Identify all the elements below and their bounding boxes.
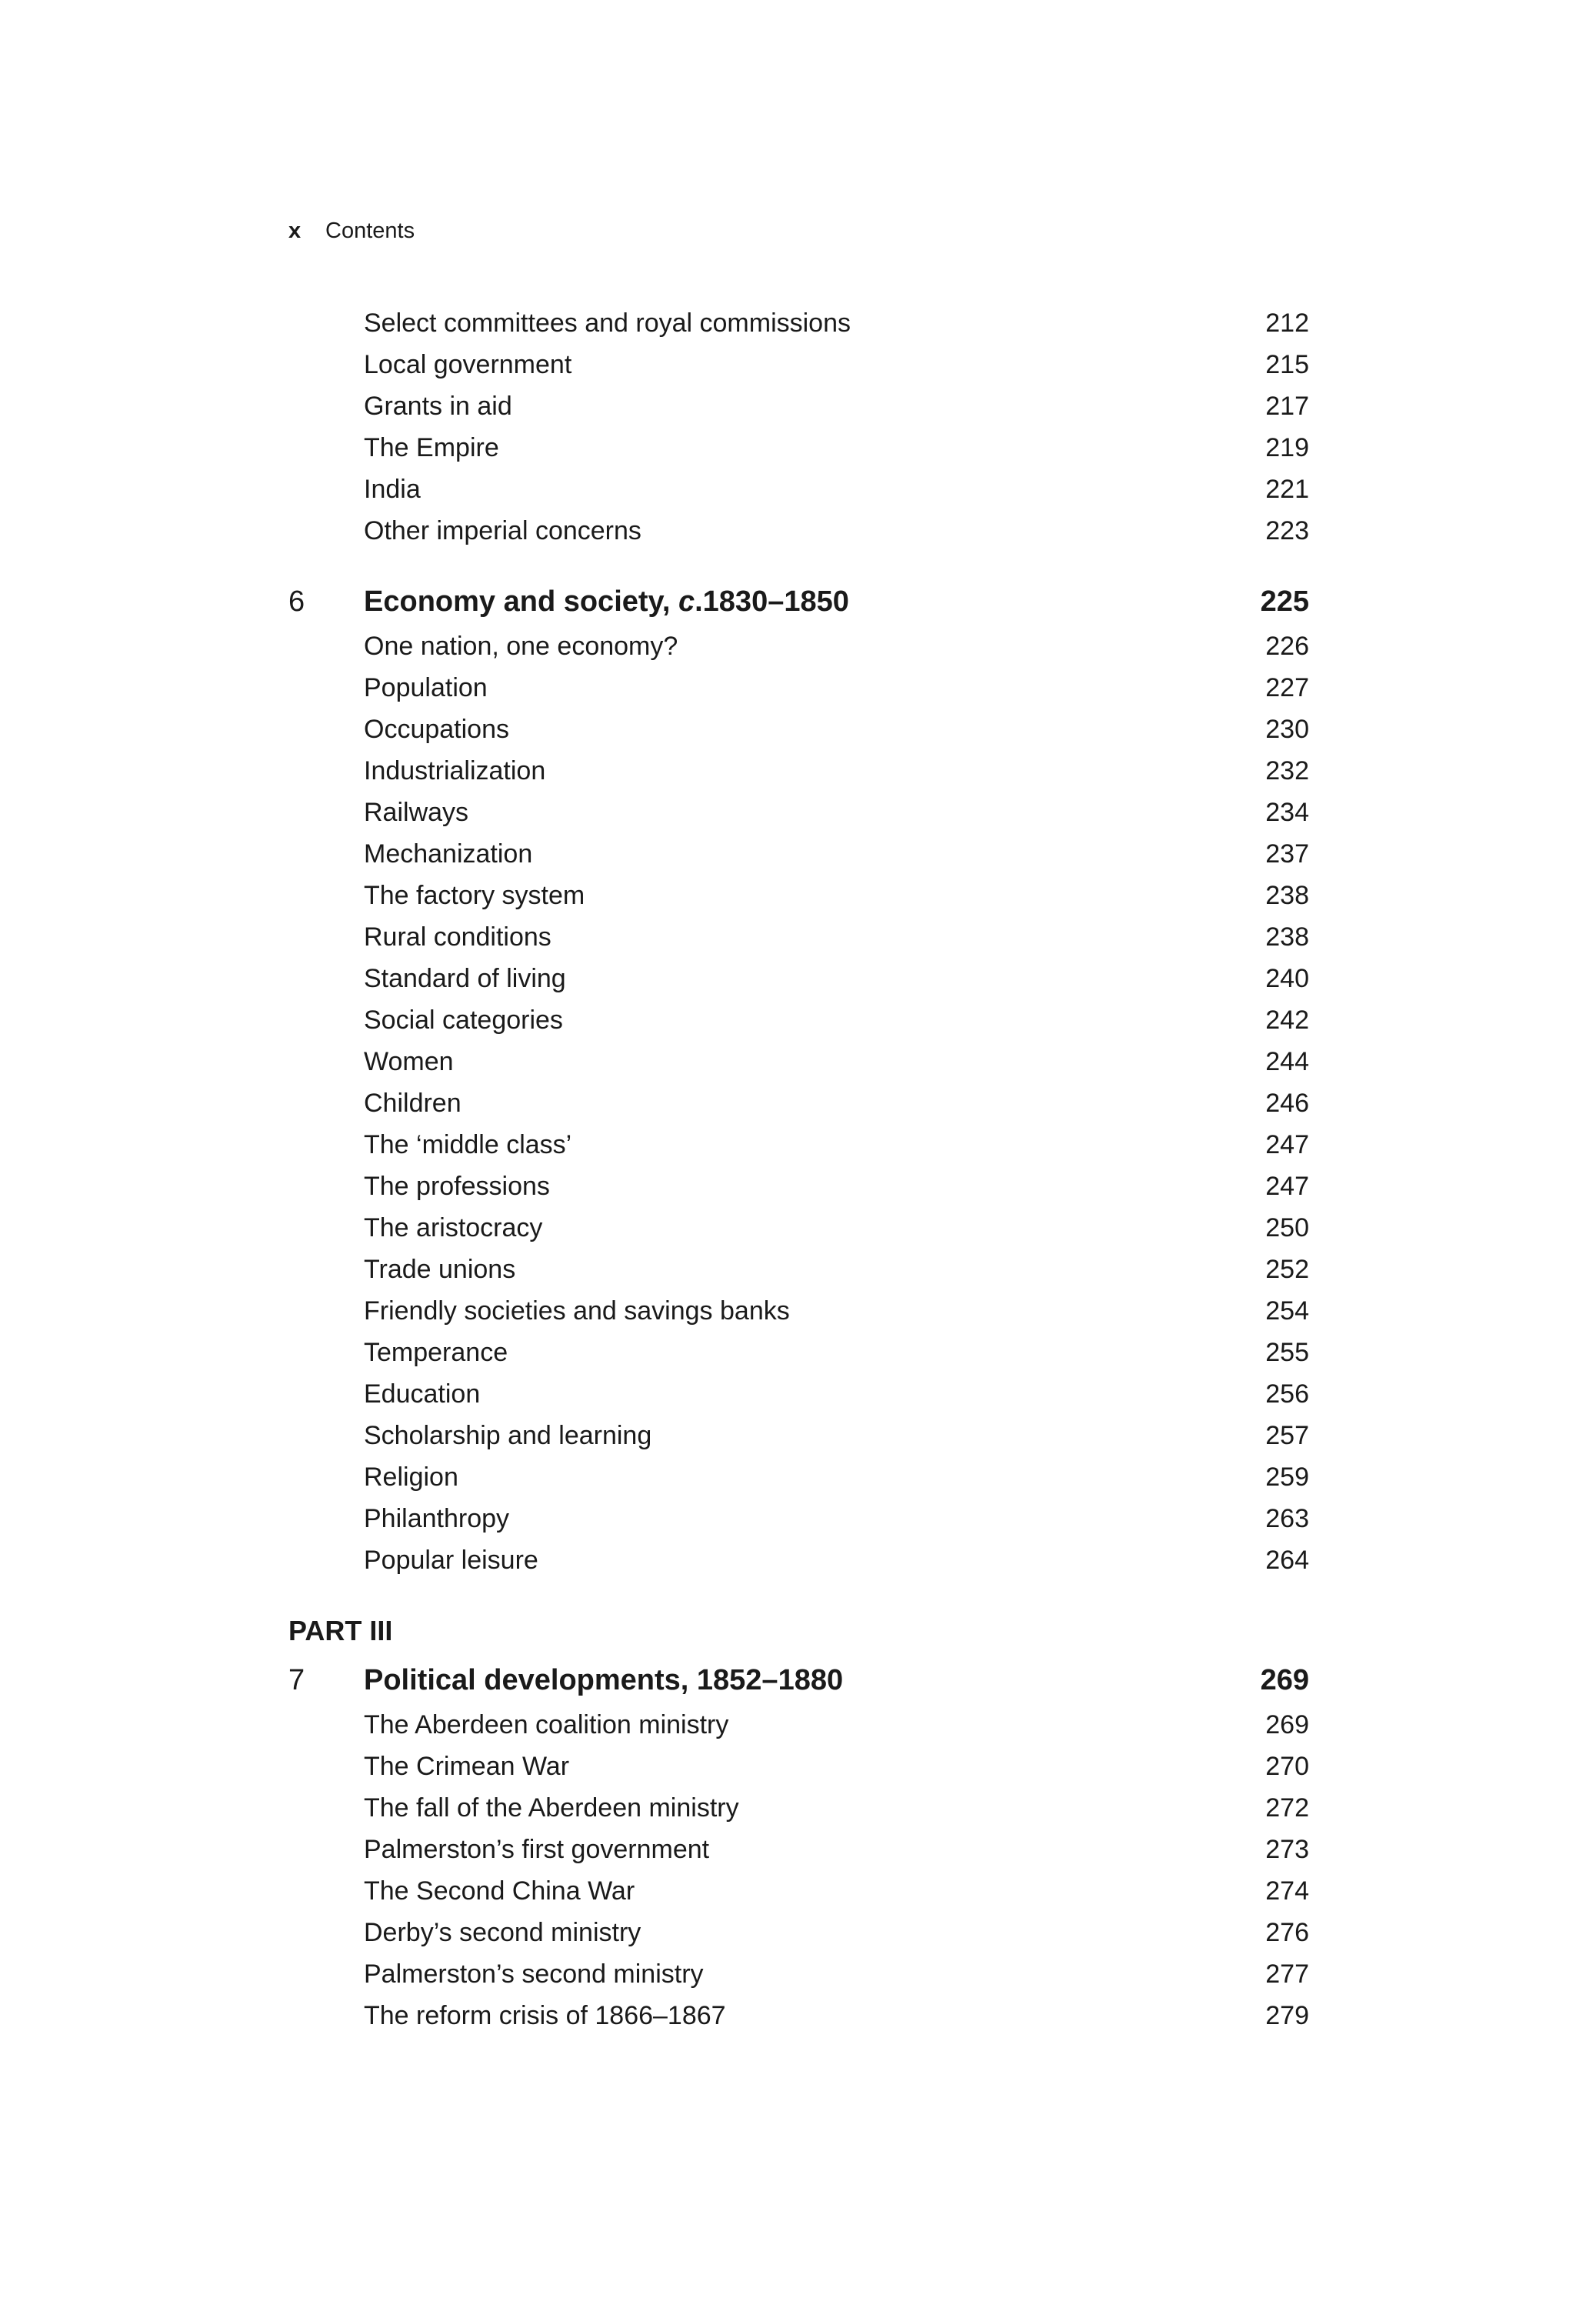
running-head (288, 218, 415, 244)
toc-entry-label: Trade unions (364, 1255, 516, 1284)
toc-entry-page: 264 (1265, 1546, 1309, 1575)
toc-entry-label: The Empire (364, 433, 499, 462)
toc-entry[interactable] (288, 1082, 1309, 1124)
toc-entry[interactable] (288, 302, 1309, 344)
toc-entry-label: Children (364, 1089, 461, 1118)
toc-entry[interactable] (288, 1207, 1309, 1249)
toc-entry-page: 242 (1265, 1006, 1309, 1035)
toc-entry-label: Philanthropy (364, 1504, 510, 1533)
toc-entry-page: 250 (1265, 1213, 1309, 1242)
toc-entry-page: 227 (1265, 673, 1309, 702)
toc-entry[interactable] (288, 1249, 1309, 1290)
toc-entry[interactable] (288, 750, 1309, 792)
toc-entry[interactable] (288, 1912, 1309, 1953)
toc-entry-page: 247 (1265, 1130, 1309, 1159)
toc-entry-label: Religion (364, 1463, 458, 1492)
toc-entry-label: The ‘middle class’ (364, 1130, 572, 1159)
toc-entry[interactable] (288, 1746, 1309, 1787)
toc-section-list (288, 1704, 1309, 2036)
toc-entry-label: Women (364, 1047, 454, 1076)
toc-entry[interactable] (288, 427, 1309, 469)
toc-entry-page: 223 (1265, 516, 1309, 545)
toc-entry-label: Select committees and royal commissions (364, 309, 851, 338)
toc-entry[interactable] (288, 1290, 1309, 1332)
toc-entry[interactable] (288, 1829, 1309, 1870)
chapter-number: 7 (288, 1664, 305, 1696)
toc-entry-label: Popular leisure (364, 1546, 538, 1575)
toc-entry-page: 252 (1265, 1255, 1309, 1284)
toc-entry-label: The fall of the Aberdeen ministry (364, 1793, 739, 1823)
toc-entry[interactable] (288, 1373, 1309, 1415)
toc-entry[interactable] (288, 1498, 1309, 1539)
toc-entry-page: 232 (1265, 756, 1309, 785)
toc-entry-page: 238 (1265, 881, 1309, 910)
toc-entry-label: India (364, 475, 421, 504)
toc-entry-page: 240 (1265, 964, 1309, 993)
chapter-number: 6 (288, 585, 305, 618)
toc-entry-label: Education (364, 1379, 481, 1409)
toc-entry-page: 279 (1265, 2001, 1309, 2030)
toc-entry-page: 226 (1265, 632, 1309, 661)
toc-entry-page: 256 (1265, 1379, 1309, 1409)
toc-entry[interactable] (288, 1704, 1309, 1746)
toc-entry-label: Other imperial concerns (364, 516, 641, 545)
toc-entry[interactable] (288, 385, 1309, 427)
toc-section-list (288, 625, 1309, 1581)
toc-entry[interactable] (288, 1995, 1309, 2036)
page-folio: x (288, 218, 302, 243)
toc-entry[interactable] (288, 469, 1309, 510)
toc-entry-label: The professions (364, 1172, 550, 1201)
toc-entry-page: 254 (1265, 1296, 1309, 1326)
table-of-contents (288, 302, 1309, 2036)
toc-section-list (288, 302, 1309, 552)
toc-entry-page: 263 (1265, 1504, 1309, 1533)
toc-entry-page: 219 (1265, 433, 1309, 462)
toc-entry-label: Palmerston’s second ministry (364, 1959, 704, 1989)
toc-entry-label: Temperance (364, 1338, 508, 1367)
toc-entry-label: The Second China War (364, 1876, 635, 1906)
toc-entry-page: 273 (1265, 1835, 1309, 1864)
toc-entry-label: Social categories (364, 1006, 563, 1035)
toc-entry[interactable] (288, 1787, 1309, 1829)
toc-chapter-7[interactable] (288, 1656, 1309, 1704)
chapter-page-number: 269 (1260, 1664, 1309, 1696)
toc-entry-page: 255 (1265, 1338, 1309, 1367)
toc-entry[interactable] (288, 1953, 1309, 1995)
toc-entry-label: Industrialization (364, 756, 546, 785)
toc-entry[interactable] (288, 1166, 1309, 1207)
toc-entry[interactable] (288, 625, 1309, 667)
toc-entry-page: 212 (1265, 309, 1309, 338)
toc-entry[interactable] (288, 999, 1309, 1041)
chapter-title: Economy and society, c.1830–1850 (364, 585, 849, 618)
toc-entry-label: Railways (364, 798, 469, 827)
toc-entry-page: 238 (1265, 922, 1309, 952)
part-heading: PART III (288, 1615, 393, 1646)
running-head-title: Contents (325, 218, 415, 243)
toc-entry-label: One nation, one economy? (364, 632, 678, 661)
toc-entry-label: Rural conditions (364, 922, 551, 952)
toc-entry[interactable] (288, 1456, 1309, 1498)
toc-entry-page: 274 (1265, 1876, 1309, 1906)
toc-entry-label: Scholarship and learning (364, 1421, 652, 1450)
toc-entry[interactable] (288, 1415, 1309, 1456)
toc-entry-label: Grants in aid (364, 392, 512, 421)
toc-entry-page: 270 (1265, 1752, 1309, 1781)
toc-entry-label: Mechanization (364, 839, 533, 869)
chapter-page-number: 225 (1260, 585, 1309, 618)
toc-entry-label: Population (364, 673, 488, 702)
toc-entry[interactable] (288, 833, 1309, 875)
toc-entry-page: 234 (1265, 798, 1309, 827)
toc-entry-page: 259 (1265, 1463, 1309, 1492)
toc-chapter-6[interactable] (288, 578, 1309, 625)
toc-entry-page: 272 (1265, 1793, 1309, 1823)
toc-entry-label: The Crimean War (364, 1752, 570, 1781)
toc-entry[interactable] (288, 1539, 1309, 1581)
toc-entry-label: Local government (364, 350, 572, 379)
toc-entry[interactable] (288, 1332, 1309, 1373)
toc-entry[interactable] (288, 344, 1309, 385)
toc-entry[interactable] (288, 958, 1309, 999)
toc-entry-page: 269 (1265, 1710, 1309, 1739)
toc-entry-label: Derby’s second ministry (364, 1918, 641, 1947)
toc-entry-page: 244 (1265, 1047, 1309, 1076)
toc-entry[interactable] (288, 510, 1309, 552)
toc-entry-page: 230 (1265, 715, 1309, 744)
toc-entry[interactable] (288, 709, 1309, 750)
toc-entry-page: 276 (1265, 1918, 1309, 1947)
toc-entry-label: The factory system (364, 881, 585, 910)
toc-entry-page: 217 (1265, 392, 1309, 421)
toc-entry-label: Occupations (364, 715, 509, 744)
toc-entry[interactable] (288, 1870, 1309, 1912)
toc-entry-page: 215 (1265, 350, 1309, 379)
chapter-title: Political developments, 1852–1880 (364, 1664, 844, 1696)
toc-entry[interactable] (288, 792, 1309, 833)
toc-entry-label: Palmerston’s first government (364, 1835, 710, 1864)
toc-entry[interactable] (288, 667, 1309, 709)
toc-entry-page: 246 (1265, 1089, 1309, 1118)
toc-entry-page: 247 (1265, 1172, 1309, 1201)
toc-entry-page: 237 (1265, 839, 1309, 869)
toc-entry[interactable] (288, 1041, 1309, 1082)
toc-entry-label: Standard of living (364, 964, 566, 993)
toc-entry-label: The reform crisis of 1866–1867 (364, 2001, 726, 2030)
toc-entry-page: 221 (1265, 475, 1309, 504)
toc-entry[interactable] (288, 1124, 1309, 1166)
toc-entry[interactable] (288, 916, 1309, 958)
toc-entry-page: 277 (1265, 1959, 1309, 1989)
toc-entry[interactable] (288, 875, 1309, 916)
toc-entry-label: Friendly societies and savings banks (364, 1296, 790, 1326)
toc-entry-page: 257 (1265, 1421, 1309, 1450)
toc-entry-label: The aristocracy (364, 1213, 543, 1242)
toc-entry-label: The Aberdeen coalition ministry (364, 1710, 729, 1739)
